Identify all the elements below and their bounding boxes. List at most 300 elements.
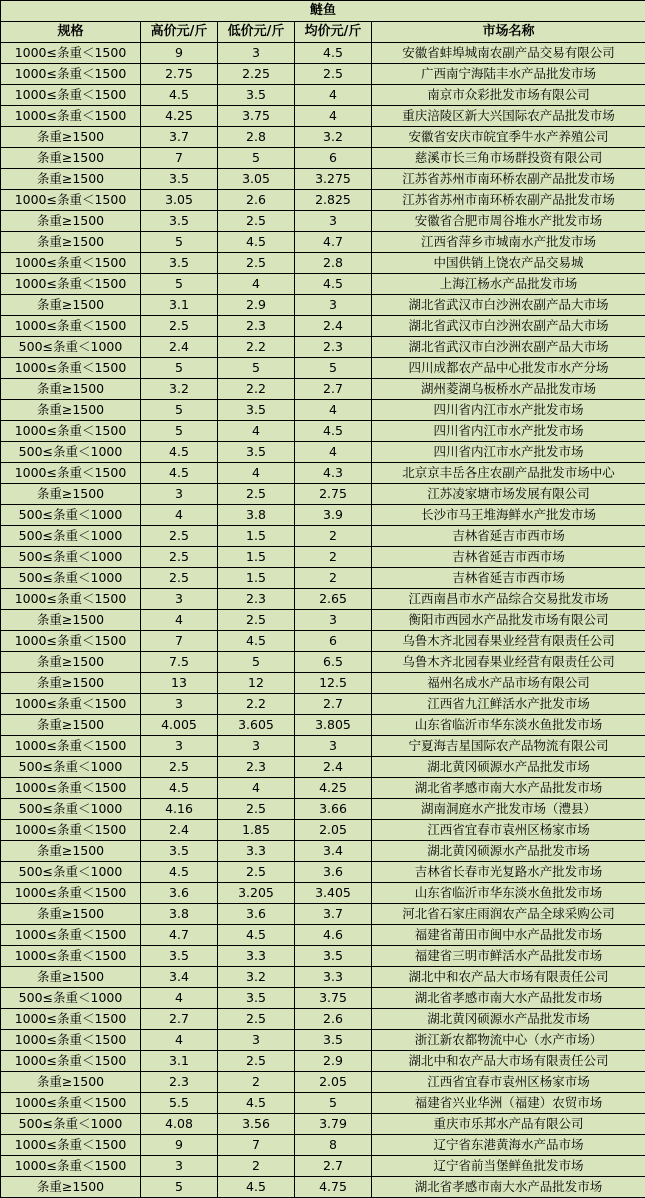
cell-avg-price: 3.5 [295, 946, 372, 967]
cell-spec: 1000≤条重＜1500 [1, 589, 141, 610]
table-row [1, 232, 645, 253]
cell-spec: 条重≥1500 [1, 148, 141, 169]
header-low-price: 低价元/斤 [218, 22, 295, 43]
cell-high-price: 3.5 [141, 946, 218, 967]
table-row [1, 883, 645, 904]
cell-market-name: 慈溪市长三角市场群投资有限公司 [372, 148, 645, 169]
cell-market-name: 吉林省延吉市西市场 [372, 568, 645, 589]
cell-market-name: 安徽省合肥市周谷堆水产批发市场 [372, 211, 645, 232]
cell-avg-price: 6 [295, 148, 372, 169]
cell-spec: 条重≥1500 [1, 652, 141, 673]
table-row [1, 253, 645, 274]
cell-high-price: 3.5 [141, 253, 218, 274]
cell-spec: 1000≤条重＜1500 [1, 778, 141, 799]
table-row [1, 652, 645, 673]
cell-avg-price: 2.4 [295, 316, 372, 337]
cell-avg-price: 3.3 [295, 967, 372, 988]
cell-spec: 1000≤条重＜1500 [1, 736, 141, 757]
table-row [1, 1156, 645, 1177]
cell-avg-price: 4.3 [295, 463, 372, 484]
cell-avg-price: 12.5 [295, 673, 372, 694]
cell-spec: 1000≤条重＜1500 [1, 631, 141, 652]
table-row [1, 316, 645, 337]
cell-market-name: 湖州菱湖乌板桥水产品批发市场 [372, 379, 645, 400]
table-row [1, 946, 645, 967]
cell-spec: 500≤条重＜1000 [1, 799, 141, 820]
table-row [1, 1072, 645, 1093]
cell-spec: 1000≤条重＜1500 [1, 43, 141, 64]
cell-spec: 条重≥1500 [1, 295, 141, 316]
cell-spec: 条重≥1500 [1, 841, 141, 862]
cell-avg-price: 3.9 [295, 505, 372, 526]
cell-spec: 1000≤条重＜1500 [1, 85, 141, 106]
cell-market-name: 福建省莆田市闽中水产品批发市场 [372, 925, 645, 946]
cell-spec: 500≤条重＜1000 [1, 1114, 141, 1135]
cell-high-price: 7.5 [141, 652, 218, 673]
table-row [1, 442, 645, 463]
table-row [1, 1030, 645, 1051]
cell-spec: 500≤条重＜1000 [1, 862, 141, 883]
cell-market-name: 湖北中和农产品大市场有限责任公司 [372, 967, 645, 988]
table-row [1, 673, 645, 694]
cell-market-name: 广西南宁海陆丰水产品批发市场 [372, 64, 645, 85]
cell-market-name: 乌鲁木齐北园春果业经营有限责任公司 [372, 652, 645, 673]
cell-low-price: 2.5 [218, 610, 295, 631]
cell-spec: 条重≥1500 [1, 169, 141, 190]
cell-high-price: 5.5 [141, 1093, 218, 1114]
cell-market-name: 河北省石家庄雨润农产品全球采购公司 [372, 904, 645, 925]
cell-market-name: 江苏省苏州市南环桥农副产品批发市场 [372, 169, 645, 190]
table-row [1, 505, 645, 526]
cell-market-name: 江苏省苏州市南环桥农副产品批发市场 [372, 190, 645, 211]
cell-market-name: 湖北黄冈硕源水产品批发市场 [372, 757, 645, 778]
cell-avg-price: 3.5 [295, 1030, 372, 1051]
header-avg-price: 均价元/斤 [295, 22, 372, 43]
cell-market-name: 湖南洞庭水产批发市场（澧县） [372, 799, 645, 820]
cell-low-price: 5 [218, 652, 295, 673]
cell-avg-price: 4.75 [295, 1177, 372, 1198]
cell-spec: 1000≤条重＜1500 [1, 358, 141, 379]
cell-spec: 500≤条重＜1000 [1, 526, 141, 547]
cell-spec: 1000≤条重＜1500 [1, 925, 141, 946]
table-row [1, 484, 645, 505]
table-row [1, 1135, 645, 1156]
cell-high-price: 5 [141, 1177, 218, 1198]
cell-market-name: 江苏凌家塘市场发展有限公司 [372, 484, 645, 505]
cell-spec: 条重≥1500 [1, 1072, 141, 1093]
cell-high-price: 4.5 [141, 85, 218, 106]
cell-avg-price: 4.5 [295, 421, 372, 442]
cell-spec: 条重≥1500 [1, 715, 141, 736]
cell-avg-price: 2.75 [295, 484, 372, 505]
cell-high-price: 3 [141, 589, 218, 610]
cell-avg-price: 2 [295, 526, 372, 547]
table-body [1, 43, 645, 1198]
table-row [1, 715, 645, 736]
cell-high-price: 4.5 [141, 463, 218, 484]
cell-high-price: 3.8 [141, 904, 218, 925]
cell-avg-price: 3 [295, 295, 372, 316]
cell-avg-price: 2.05 [295, 1072, 372, 1093]
cell-spec: 条重≥1500 [1, 610, 141, 631]
cell-avg-price: 4.25 [295, 778, 372, 799]
cell-low-price: 3.3 [218, 946, 295, 967]
cell-low-price: 5 [218, 358, 295, 379]
table-row [1, 1093, 645, 1114]
cell-market-name: 湖北省孝感市南大水产品批发市场 [372, 1177, 645, 1198]
cell-market-name: 四川成都农产品中心批发市水产分场 [372, 358, 645, 379]
cell-high-price: 4 [141, 1030, 218, 1051]
cell-low-price: 2.3 [218, 589, 295, 610]
cell-spec: 1000≤条重＜1500 [1, 253, 141, 274]
cell-avg-price: 2 [295, 547, 372, 568]
cell-market-name: 重庆市乐邦水产品有限公司 [372, 1114, 645, 1135]
cell-market-name: 长沙市马王堆海鲜水产批发市场 [372, 505, 645, 526]
cell-market-name: 上海江杨水产品批发市场 [372, 274, 645, 295]
cell-high-price: 3 [141, 694, 218, 715]
cell-high-price: 2.4 [141, 337, 218, 358]
cell-market-name: 江西省宜春市袁州区杨家市场 [372, 820, 645, 841]
cell-high-price: 3.5 [141, 841, 218, 862]
cell-low-price: 4 [218, 463, 295, 484]
cell-low-price: 3.205 [218, 883, 295, 904]
cell-avg-price: 3.405 [295, 883, 372, 904]
cell-spec: 1000≤条重＜1500 [1, 1009, 141, 1030]
cell-market-name: 湖北省武汉市白沙洲农副产品大市场 [372, 337, 645, 358]
cell-avg-price: 4 [295, 442, 372, 463]
table-row [1, 526, 645, 547]
cell-high-price: 9 [141, 1135, 218, 1156]
cell-market-name: 安徽省蚌埠城南农副产品交易有限公司 [372, 43, 645, 64]
header-market-name: 市场名称 [372, 22, 645, 43]
cell-high-price: 4.7 [141, 925, 218, 946]
cell-high-price: 3 [141, 736, 218, 757]
cell-high-price: 2.7 [141, 1009, 218, 1030]
cell-spec: 1000≤条重＜1500 [1, 820, 141, 841]
cell-spec: 1000≤条重＜1500 [1, 1093, 141, 1114]
cell-avg-price: 2.7 [295, 379, 372, 400]
header-spec: 规格 [1, 22, 141, 43]
cell-high-price: 4 [141, 610, 218, 631]
cell-avg-price: 2 [295, 568, 372, 589]
cell-high-price: 3.2 [141, 379, 218, 400]
cell-spec: 500≤条重＜1000 [1, 547, 141, 568]
cell-avg-price: 4 [295, 106, 372, 127]
cell-high-price: 2.5 [141, 757, 218, 778]
cell-low-price: 12 [218, 673, 295, 694]
cell-avg-price: 3.6 [295, 862, 372, 883]
cell-market-name: 吉林省长春市光复路水产批发市场 [372, 862, 645, 883]
cell-low-price: 3 [218, 736, 295, 757]
cell-avg-price: 6 [295, 631, 372, 652]
cell-high-price: 4 [141, 988, 218, 1009]
cell-low-price: 3 [218, 43, 295, 64]
table-row [1, 967, 645, 988]
cell-low-price: 3.3 [218, 841, 295, 862]
cell-market-name: 中国供销上饶农产品交易城 [372, 253, 645, 274]
cell-low-price: 2.2 [218, 694, 295, 715]
cell-high-price: 7 [141, 631, 218, 652]
table-row [1, 862, 645, 883]
cell-avg-price: 3.79 [295, 1114, 372, 1135]
table-row [1, 1177, 645, 1198]
cell-low-price: 3.5 [218, 442, 295, 463]
cell-high-price: 4.08 [141, 1114, 218, 1135]
cell-market-name: 湖北省孝感市南大水产品批发市场 [372, 988, 645, 1009]
table-row [1, 820, 645, 841]
cell-high-price: 2.3 [141, 1072, 218, 1093]
cell-spec: 1000≤条重＜1500 [1, 1051, 141, 1072]
table-row [1, 1051, 645, 1072]
cell-spec: 1000≤条重＜1500 [1, 1135, 141, 1156]
cell-high-price: 3 [141, 1156, 218, 1177]
cell-low-price: 4 [218, 421, 295, 442]
cell-high-price: 5 [141, 274, 218, 295]
table-row [1, 1009, 645, 1030]
cell-low-price: 2.5 [218, 862, 295, 883]
table-row [1, 190, 645, 211]
cell-high-price: 2.75 [141, 64, 218, 85]
cell-low-price: 2.5 [218, 799, 295, 820]
table-row [1, 757, 645, 778]
title-row [1, 1, 645, 22]
cell-low-price: 2 [218, 1156, 295, 1177]
cell-avg-price: 4.5 [295, 43, 372, 64]
cell-spec: 条重≥1500 [1, 232, 141, 253]
cell-low-price: 2.9 [218, 295, 295, 316]
cell-low-price: 2.5 [218, 1009, 295, 1030]
table-row [1, 694, 645, 715]
table-row [1, 274, 645, 295]
cell-spec: 1000≤条重＜1500 [1, 946, 141, 967]
cell-high-price: 5 [141, 358, 218, 379]
header-high-price: 高价元/斤 [141, 22, 218, 43]
cell-avg-price: 6.5 [295, 652, 372, 673]
cell-market-name: 衡阳市西园水产品批发市场有限公司 [372, 610, 645, 631]
cell-market-name: 湖北省武汉市白沙洲农副产品大市场 [372, 295, 645, 316]
cell-low-price: 3.605 [218, 715, 295, 736]
cell-high-price: 3.6 [141, 883, 218, 904]
cell-high-price: 2.5 [141, 526, 218, 547]
cell-spec: 1000≤条重＜1500 [1, 463, 141, 484]
cell-avg-price: 8 [295, 1135, 372, 1156]
cell-market-name: 江西南昌市水产品综合交易批发市场 [372, 589, 645, 610]
cell-spec: 500≤条重＜1000 [1, 568, 141, 589]
cell-avg-price: 2.3 [295, 337, 372, 358]
cell-high-price: 4.005 [141, 715, 218, 736]
cell-market-name: 福建省兴业华洲（福建）农贸市场 [372, 1093, 645, 1114]
cell-low-price: 4 [218, 778, 295, 799]
cell-high-price: 3.4 [141, 967, 218, 988]
cell-high-price: 5 [141, 421, 218, 442]
cell-avg-price: 5 [295, 1093, 372, 1114]
cell-low-price: 3.2 [218, 967, 295, 988]
cell-avg-price: 3.75 [295, 988, 372, 1009]
cell-avg-price: 4 [295, 85, 372, 106]
cell-market-name: 乌鲁木齐北园春果业经营有限责任公司 [372, 631, 645, 652]
cell-avg-price: 3 [295, 736, 372, 757]
cell-high-price: 9 [141, 43, 218, 64]
cell-market-name: 四川省内江市水产批发市场 [372, 421, 645, 442]
cell-low-price: 2.6 [218, 190, 295, 211]
cell-high-price: 4.25 [141, 106, 218, 127]
table-row [1, 904, 645, 925]
cell-market-name: 宁夏海吉星国际农产品物流有限公司 [372, 736, 645, 757]
cell-market-name: 辽宁省东港黄海水产品市场 [372, 1135, 645, 1156]
cell-high-price: 2.4 [141, 820, 218, 841]
cell-high-price: 2.5 [141, 316, 218, 337]
cell-market-name: 重庆涪陵区新大兴国际农产品批发市场 [372, 106, 645, 127]
cell-high-price: 4.5 [141, 862, 218, 883]
cell-spec: 1000≤条重＜1500 [1, 106, 141, 127]
cell-high-price: 2.5 [141, 547, 218, 568]
cell-market-name: 山东省临沂市华东淡水鱼批发市场 [372, 883, 645, 904]
cell-market-name: 四川省内江市水产批发市场 [372, 442, 645, 463]
table-row [1, 778, 645, 799]
cell-avg-price: 2.6 [295, 1009, 372, 1030]
cell-high-price: 5 [141, 400, 218, 421]
cell-low-price: 2.5 [218, 253, 295, 274]
cell-market-name: 山东省临沂市华东淡水鱼批发市场 [372, 715, 645, 736]
cell-high-price: 3.5 [141, 169, 218, 190]
cell-low-price: 2.5 [218, 1051, 295, 1072]
table-row [1, 337, 645, 358]
cell-low-price: 5 [218, 148, 295, 169]
cell-spec: 条重≥1500 [1, 379, 141, 400]
cell-avg-price: 5 [295, 358, 372, 379]
cell-high-price: 3.7 [141, 127, 218, 148]
table-row [1, 631, 645, 652]
cell-low-price: 3.5 [218, 85, 295, 106]
table-row [1, 64, 645, 85]
cell-high-price: 3.05 [141, 190, 218, 211]
cell-low-price: 2.5 [218, 211, 295, 232]
table-row [1, 547, 645, 568]
cell-market-name: 北京京丰岳各庄农副产品批发市场中心 [372, 463, 645, 484]
table-row [1, 421, 645, 442]
cell-low-price: 3.6 [218, 904, 295, 925]
cell-high-price: 4.5 [141, 778, 218, 799]
cell-low-price: 7 [218, 1135, 295, 1156]
cell-avg-price: 2.65 [295, 589, 372, 610]
cell-low-price: 4 [218, 274, 295, 295]
cell-market-name: 浙江新农都物流中心（水产市场） [372, 1030, 645, 1051]
cell-low-price: 1.85 [218, 820, 295, 841]
cell-spec: 1000≤条重＜1500 [1, 883, 141, 904]
cell-avg-price: 2.5 [295, 64, 372, 85]
cell-market-name: 四川省内江市水产批发市场 [372, 400, 645, 421]
cell-market-name: 安徽省安庆市皖宜季牛水产养殖公司 [372, 127, 645, 148]
cell-high-price: 3.5 [141, 211, 218, 232]
cell-avg-price: 3.2 [295, 127, 372, 148]
cell-avg-price: 4 [295, 400, 372, 421]
table-row [1, 169, 645, 190]
cell-low-price: 2.2 [218, 379, 295, 400]
cell-spec: 1000≤条重＜1500 [1, 190, 141, 211]
cell-avg-price: 2.7 [295, 1156, 372, 1177]
cell-low-price: 3 [218, 1030, 295, 1051]
cell-avg-price: 2.825 [295, 190, 372, 211]
table-row [1, 43, 645, 64]
cell-high-price: 4.5 [141, 442, 218, 463]
cell-high-price: 4 [141, 505, 218, 526]
table-row [1, 610, 645, 631]
cell-spec: 条重≥1500 [1, 904, 141, 925]
cell-spec: 条重≥1500 [1, 127, 141, 148]
table-row [1, 799, 645, 820]
cell-low-price: 1.5 [218, 547, 295, 568]
cell-market-name: 湖北中和农产品大市场有限责任公司 [372, 1051, 645, 1072]
cell-low-price: 4.5 [218, 631, 295, 652]
cell-avg-price: 2.9 [295, 1051, 372, 1072]
cell-avg-price: 4.5 [295, 274, 372, 295]
cell-avg-price: 3.805 [295, 715, 372, 736]
cell-high-price: 4.16 [141, 799, 218, 820]
cell-market-name: 湖北省武汉市白沙洲农副产品大市场 [372, 316, 645, 337]
table-row [1, 568, 645, 589]
cell-low-price: 3.75 [218, 106, 295, 127]
cell-low-price: 4.5 [218, 1093, 295, 1114]
table-row [1, 925, 645, 946]
cell-high-price: 7 [141, 148, 218, 169]
table-row [1, 358, 645, 379]
table-row [1, 295, 645, 316]
cell-market-name: 湖北黄冈硕源水产品批发市场 [372, 1009, 645, 1030]
cell-low-price: 2.5 [218, 484, 295, 505]
cell-market-name: 南京市众彩批发市场有限公司 [372, 85, 645, 106]
cell-high-price: 2.5 [141, 568, 218, 589]
table-row [1, 148, 645, 169]
cell-avg-price: 3.7 [295, 904, 372, 925]
cell-market-name: 江西省萍乡市城南水产批发市场 [372, 232, 645, 253]
cell-low-price: 3.8 [218, 505, 295, 526]
cell-avg-price: 2.8 [295, 253, 372, 274]
cell-spec: 条重≥1500 [1, 211, 141, 232]
cell-low-price: 3.5 [218, 988, 295, 1009]
cell-market-name: 辽宁省前当堡鲜鱼批发市场 [372, 1156, 645, 1177]
cell-spec: 1000≤条重＜1500 [1, 64, 141, 85]
cell-avg-price: 3.66 [295, 799, 372, 820]
table-row [1, 1114, 645, 1135]
cell-low-price: 3.56 [218, 1114, 295, 1135]
cell-avg-price: 3.275 [295, 169, 372, 190]
table-row [1, 589, 645, 610]
table-row [1, 127, 645, 148]
cell-low-price: 4.5 [218, 925, 295, 946]
cell-low-price: 3.05 [218, 169, 295, 190]
cell-spec: 1000≤条重＜1500 [1, 694, 141, 715]
cell-low-price: 3.5 [218, 400, 295, 421]
cell-low-price: 2.25 [218, 64, 295, 85]
cell-spec: 条重≥1500 [1, 1177, 141, 1198]
table-row [1, 211, 645, 232]
cell-spec: 1000≤条重＜1500 [1, 1030, 141, 1051]
cell-spec: 条重≥1500 [1, 400, 141, 421]
table-row [1, 841, 645, 862]
cell-avg-price: 2.05 [295, 820, 372, 841]
cell-market-name: 福州名成水产品市场有限公司 [372, 673, 645, 694]
table-row [1, 106, 645, 127]
cell-market-name: 吉林省延吉市西市场 [372, 526, 645, 547]
cell-low-price: 4.5 [218, 232, 295, 253]
cell-low-price: 4.5 [218, 1177, 295, 1198]
cell-spec: 1000≤条重＜1500 [1, 421, 141, 442]
cell-avg-price: 4.6 [295, 925, 372, 946]
cell-high-price: 5 [141, 232, 218, 253]
cell-high-price: 3 [141, 484, 218, 505]
cell-spec: 条重≥1500 [1, 484, 141, 505]
table-row [1, 400, 645, 421]
